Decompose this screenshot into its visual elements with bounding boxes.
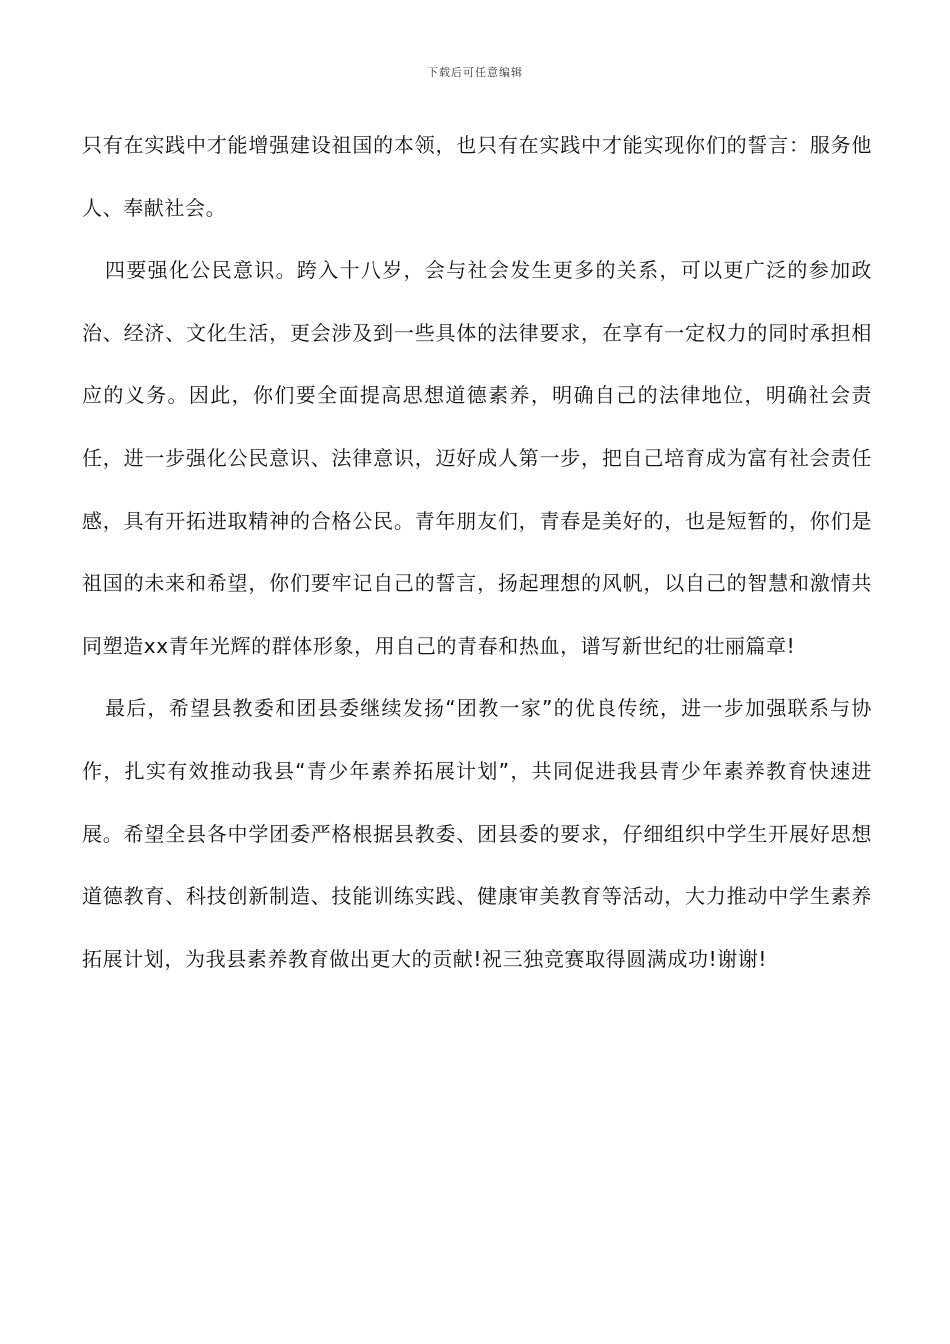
paragraph-civic-awareness: 四要强化公民意识。跨入十八岁，会与社会发生更多的关系，可以更广泛的参加政治、经济、文化生活，更会涉及到一些具体的法律要求，在享有一定权力的同时承担相应的义务。因此，你们要全面提高思想道德素养，明确自己的法律地位，明确社会责任，进一步强化公民意识、法律意识，迈好成人第一步，把自己培育成为富有社会责任感，具有开拓进取精神的合格公民。青年朋友们，青春是美好的，也是短暂的，你们是祖国的未来和希望，你们要牢记自己的誓言，扬起理想的风帆，以自己的智慧和激情共同塑造xx青年光辉的群体形象，用自己的青春和热血，谱写新世纪的壮丽篇章! <box>82 258 872 658</box>
paragraph-closing: 最后，希望县教委和团县委继续发扬“团教一家”的优良传统，进一步加强联系与协作，扎实有效推动我县“青少年素养拓展计划”，共同促进我县青少年素养教育快速进展。希望全县各中学团委严格根据县教委、团县委的要求，仔细组织中学生开展好思想道德教育、科技创新制造、技能训练实践、健康审美教育等活动，大力推动中学生素养拓展计划，为我县素养教育做出更大的贡献!祝三独竞赛取得圆满成功!谢谢! <box>82 696 872 971</box>
paragraph-continuation: 只有在实践中才能增强建设祖国的本领，也只有在实践中才能实现你们的誓言：服务他人、奉献社会。 <box>82 133 872 220</box>
document-body <box>82 114 872 990</box>
page-header: 下载后可任意编辑 <box>427 66 523 79</box>
